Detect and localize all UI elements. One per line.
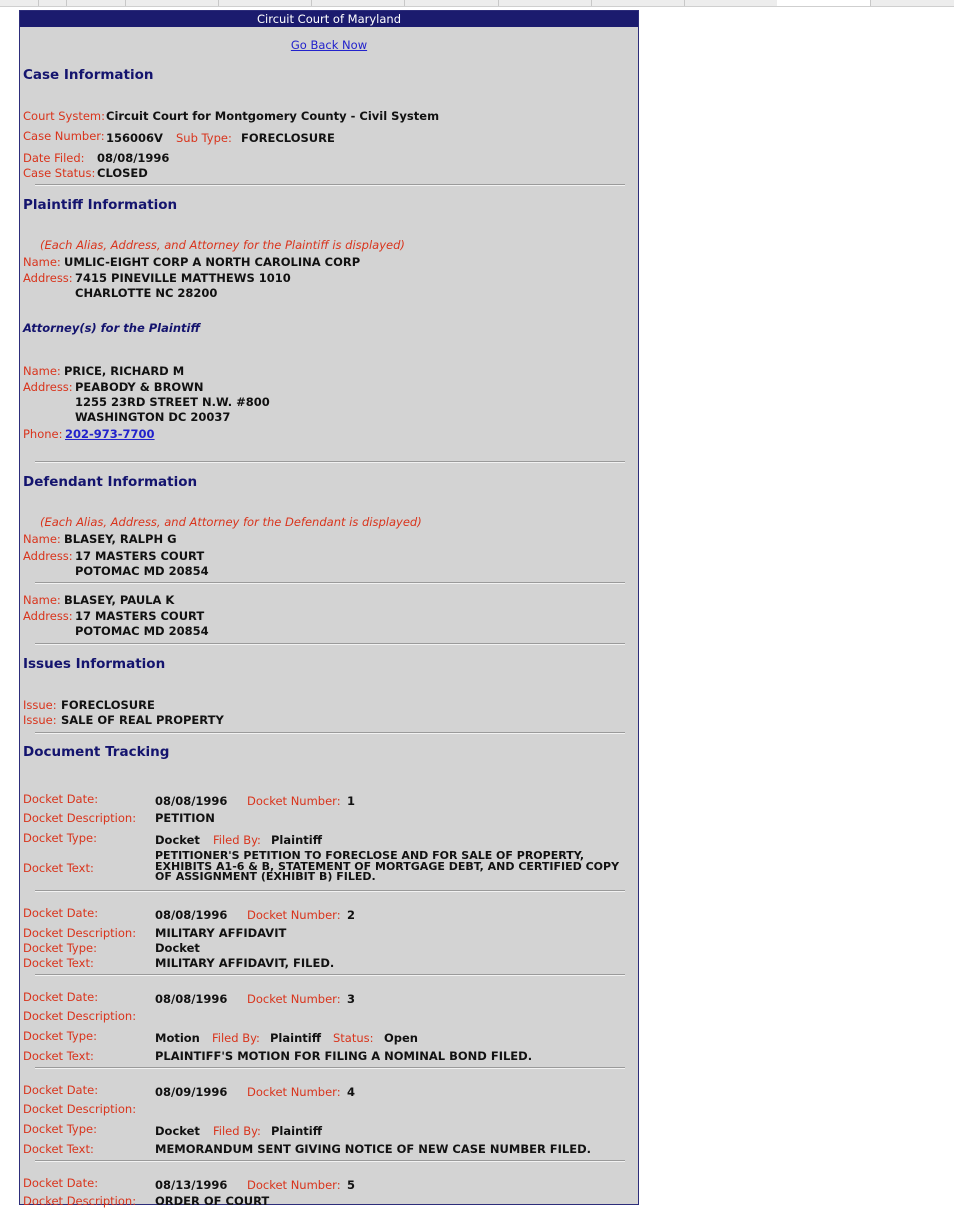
divider (35, 461, 625, 463)
docket-number: 3 (347, 992, 356, 1006)
docket-text-label: Docket Text: (23, 861, 94, 875)
docket-type-label: Docket Type: (23, 831, 97, 845)
defendant-address-line: 17 MASTERS COURT (75, 549, 205, 563)
issue-label: Issue: (23, 713, 57, 727)
browser-tab[interactable] (498, 0, 592, 6)
filed-by: Plaintiff (271, 833, 323, 847)
attorney-address-label: Address: (23, 380, 73, 394)
plaintiff-address-line: CHARLOTTE NC 28200 (75, 286, 218, 300)
defendant-address-line: 17 MASTERS COURT (75, 609, 205, 623)
docket-type-label: Docket Type: (23, 941, 97, 955)
docket-date: 08/08/1996 (155, 794, 228, 808)
divider (35, 582, 625, 584)
defendant-name-label: Name: (23, 532, 61, 546)
docket-number: 1 (347, 794, 356, 808)
defendant-address-line: POTOMAC MD 20854 (75, 624, 209, 638)
plaintiff-name: UMLIC-EIGHT CORP A NORTH CAROLINA CORP (64, 255, 361, 269)
browser-tab[interactable] (125, 0, 219, 6)
divider (35, 1160, 625, 1162)
defendant-address-label: Address: (23, 609, 73, 623)
docket-description-label: Docket Description: (23, 811, 137, 825)
browser-tab-strip (0, 0, 954, 7)
date-filed-value: 08/08/1996 (97, 151, 170, 165)
divider (35, 732, 625, 734)
status-label: Status: (333, 1031, 374, 1045)
case-detail-panel (19, 10, 639, 1208)
page-title-bar: Circuit Court of Maryland (20, 11, 638, 27)
browser-tab[interactable] (218, 0, 312, 6)
attorney-phone-label: Phone: (23, 427, 63, 441)
filed-by-label: Filed By: (213, 1124, 261, 1138)
defendant-address-line: POTOMAC MD 20854 (75, 564, 209, 578)
plaintiff-information-heading: Plaintiff Information (23, 197, 178, 213)
docket-text-label: Docket Text: (23, 1142, 94, 1156)
case-number-value: 156006V (106, 131, 163, 145)
docket-number: 2 (347, 908, 356, 922)
case-status-label: Case Status: (23, 166, 96, 180)
docket-description: PETITION (155, 811, 215, 825)
docket-date: 08/08/1996 (155, 908, 228, 922)
filed-by: Plaintiff (271, 1124, 323, 1138)
filed-by: Plaintiff (270, 1031, 322, 1045)
divider (35, 1067, 625, 1069)
browser-tab[interactable] (0, 0, 39, 6)
defendant-display-note: (Each Alias, Address, and Attorney for the Defendant is displayed) (40, 515, 422, 529)
browser-tab-active[interactable] (777, 0, 871, 6)
docket-type-label: Docket Type: (23, 1122, 97, 1136)
browser-tab[interactable] (684, 0, 778, 6)
docket-date-label: Docket Date: (23, 1176, 99, 1190)
docket-text: PETITIONER'S PETITION TO FORECLOSE AND FOR SALE OF PROPERTY, EXHIBITS A1-6 & B, STATEMENT OF MORTGAGE DEBT, AND CERTIFIED COPY OF ASSIGNMENT (EXHIBIT B) FILED. (155, 849, 620, 883)
docket-description: ORDER OF COURT (155, 1194, 270, 1208)
docket-description-label: Docket Description: (23, 1194, 137, 1208)
defendant-information-heading: Defendant Information (23, 474, 198, 490)
document-tracking-heading: Document Tracking (23, 744, 170, 760)
browser-tab[interactable] (66, 0, 126, 6)
go-back-link[interactable]: Go Back Now (290, 38, 368, 52)
docket-number-label: Docket Number: (247, 1178, 341, 1192)
plaintiff-attorney-heading: Attorney(s) for the Plaintiff (23, 321, 201, 335)
docket-type: Docket (155, 941, 200, 955)
attorney-name-label: Name: (23, 364, 61, 378)
docket-number-label: Docket Number: (247, 1085, 341, 1099)
docket-status: Open (384, 1031, 418, 1045)
date-filed-label: Date Filed: (23, 151, 85, 165)
filed-by-label: Filed By: (213, 833, 261, 847)
docket-text-label: Docket Text: (23, 1049, 94, 1063)
docket-date-label: Docket Date: (23, 792, 99, 806)
docket-number-label: Docket Number: (247, 794, 341, 808)
docket-type: Docket (155, 833, 200, 847)
plaintiff-name-label: Name: (23, 255, 61, 269)
docket-date: 08/13/1996 (155, 1178, 228, 1192)
docket-description-label: Docket Description: (23, 1102, 137, 1116)
plaintiff-address-line: 7415 PINEVILLE MATTHEWS 1010 (75, 271, 291, 285)
issues-information-heading: Issues Information (23, 656, 166, 672)
defendant-name: BLASEY, PAULA K (64, 593, 175, 607)
docket-number-label: Docket Number: (247, 908, 341, 922)
docket-text-label: Docket Text: (23, 956, 94, 970)
docket-number: 4 (347, 1085, 356, 1099)
docket-date-label: Docket Date: (23, 1083, 99, 1097)
docket-date: 08/09/1996 (155, 1085, 228, 1099)
sub-type-value: FORECLOSURE (241, 131, 335, 145)
docket-type-label: Docket Type: (23, 1029, 97, 1043)
docket-date: 08/08/1996 (155, 992, 228, 1006)
browser-tab[interactable] (311, 0, 405, 6)
attorney-phone-link[interactable]: 202-973-7700 (65, 427, 155, 441)
attorney-name: PRICE, RICHARD M (64, 364, 185, 378)
browser-tab[interactable] (38, 0, 67, 6)
browser-tab[interactable] (404, 0, 499, 6)
issue-value: FORECLOSURE (61, 698, 155, 712)
docket-description-label: Docket Description: (23, 926, 137, 940)
divider (35, 184, 625, 186)
defendant-name-label: Name: (23, 593, 61, 607)
plaintiff-address-label: Address: (23, 271, 73, 285)
docket-number-label: Docket Number: (247, 992, 341, 1006)
docket-text: PLAINTIFF'S MOTION FOR FILING A NOMINAL BOND FILED. (155, 1049, 533, 1063)
docket-type: Docket (155, 1124, 200, 1138)
docket-type: Motion (155, 1031, 200, 1045)
docket-date-label: Docket Date: (23, 990, 99, 1004)
divider (35, 890, 625, 892)
divider (35, 974, 625, 976)
case-status-value: CLOSED (97, 166, 148, 180)
docket-date-label: Docket Date: (23, 906, 99, 920)
issue-label: Issue: (23, 698, 57, 712)
docket-text: MEMORANDUM SENT GIVING NOTICE OF NEW CASE NUMBER FILED. (155, 1142, 592, 1156)
filed-by-label: Filed By: (212, 1031, 260, 1045)
browser-tab[interactable] (591, 0, 685, 6)
attorney-address-line: 1255 23RD STREET N.W. #800 (75, 395, 270, 409)
sub-type-label: Sub Type: (176, 131, 232, 145)
court-system-value: Circuit Court for Montgomery County - Civil System (106, 109, 440, 123)
attorney-address-line: WASHINGTON DC 20037 (75, 410, 231, 424)
defendant-name: BLASEY, RALPH G (64, 532, 177, 546)
defendant-address-label: Address: (23, 549, 73, 563)
issue-value: SALE OF REAL PROPERTY (61, 713, 224, 727)
docket-number: 5 (347, 1178, 356, 1192)
divider (35, 643, 625, 645)
plaintiff-display-note: (Each Alias, Address, and Attorney for the Plaintiff is displayed) (40, 238, 405, 252)
attorney-address-line: PEABODY & BROWN (75, 380, 204, 394)
case-information-heading: Case Information (23, 67, 154, 83)
case-number-label: Case Number: (23, 129, 105, 143)
docket-text: MILITARY AFFIDAVIT, FILED. (155, 956, 335, 970)
docket-description-label: Docket Description: (23, 1009, 137, 1023)
court-system-label: Court System: (23, 109, 106, 123)
docket-description: MILITARY AFFIDAVIT (155, 926, 287, 940)
